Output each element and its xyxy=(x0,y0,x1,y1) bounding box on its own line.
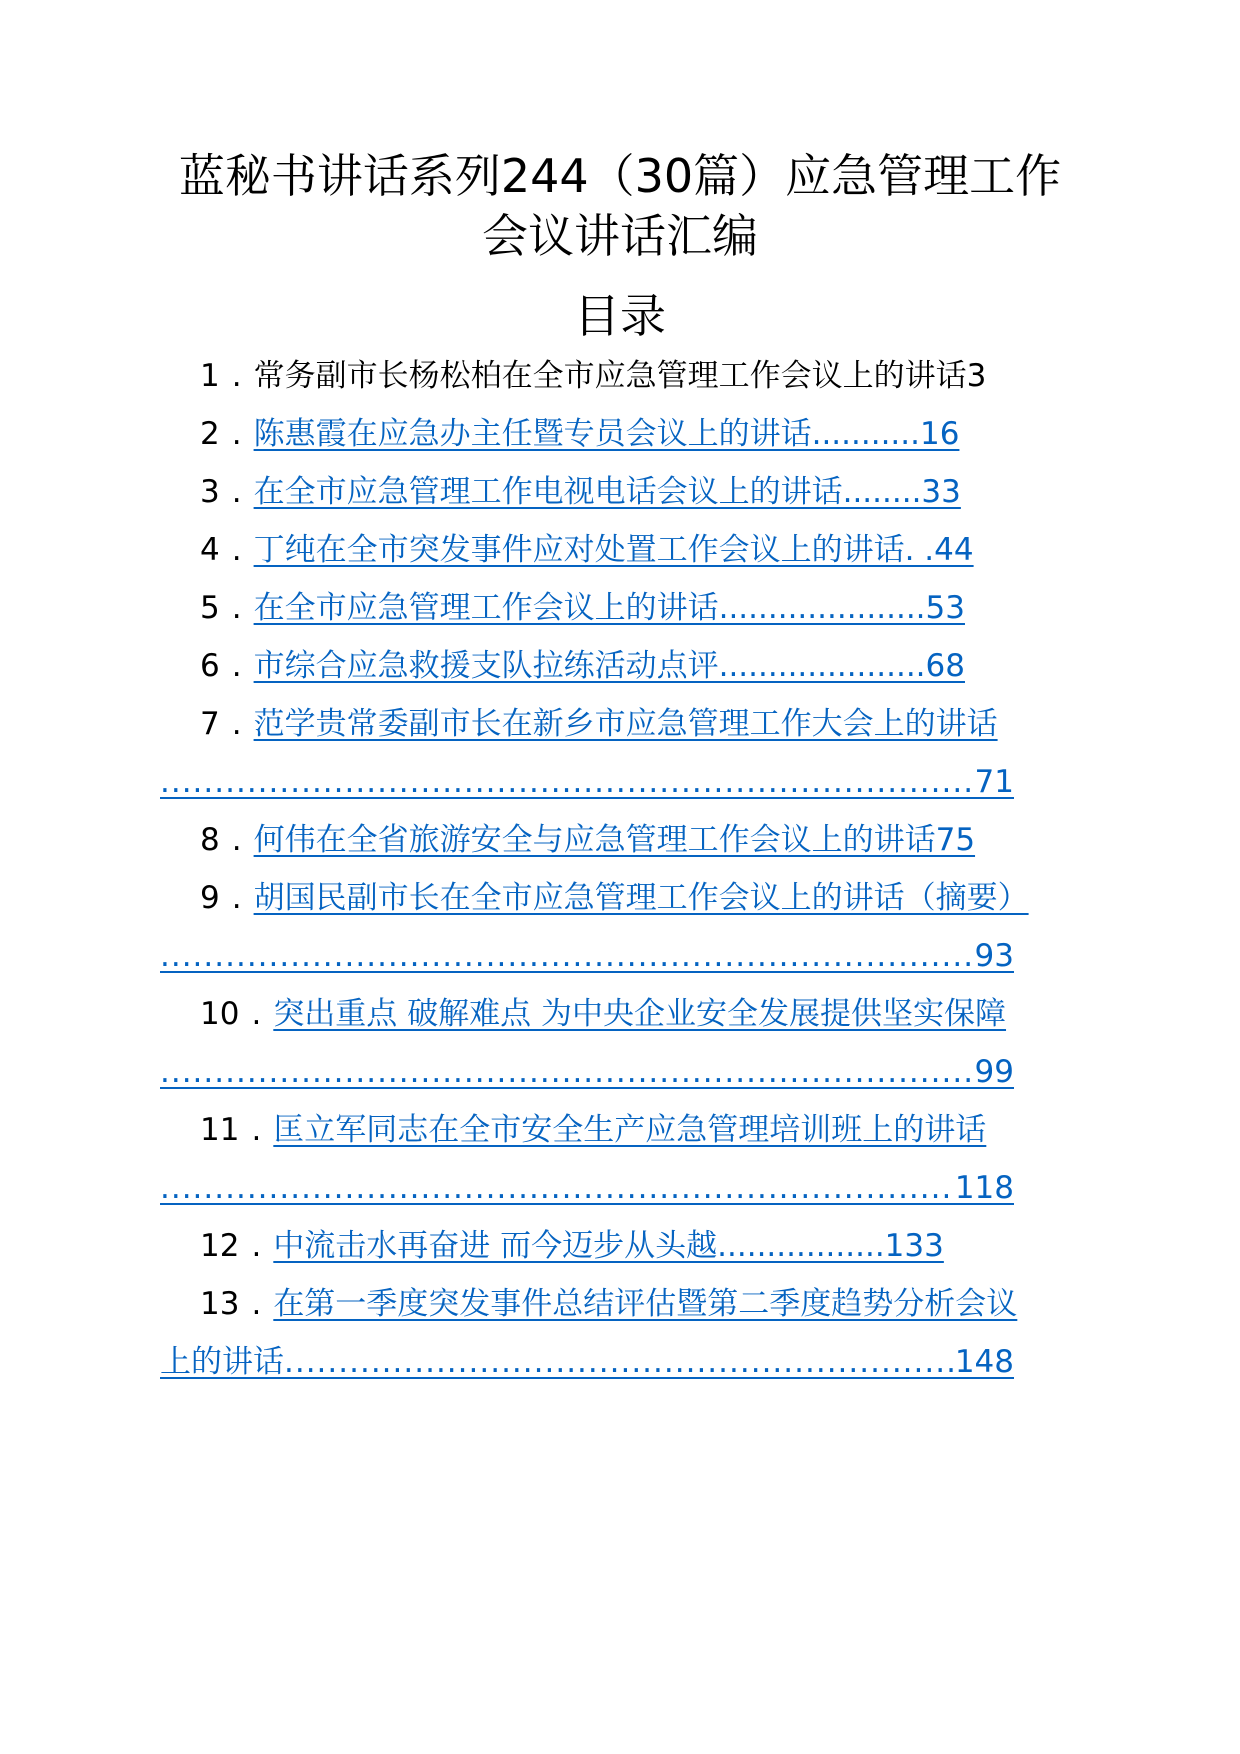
toc-page-number[interactable]: 71 xyxy=(974,764,1014,800)
toc-entry-number: 1 xyxy=(200,358,220,394)
toc-entry-1: 1 . 常务副市长杨松柏在全市应急管理工作会议上的讲话3 xyxy=(200,358,987,394)
dot-leader xyxy=(160,936,975,976)
dot-leader xyxy=(160,1168,955,1208)
toc-entry-number: 3 xyxy=(200,474,220,510)
toc-entry-11: 11 . 匡立军同志在全市安全生产应急管理培训班上的讲话 xyxy=(200,1112,987,1148)
toc-link[interactable]: 突出重点 破解难点 为中央企业安全发展提供坚实保障 xyxy=(273,996,1007,1032)
toc-entry-number: 5 xyxy=(200,590,220,626)
toc-entry-number: 10 xyxy=(200,996,240,1032)
toc-entry-number: 2 xyxy=(200,416,220,452)
toc-entry-13: 13 . 在第一季度突发事件总结评估暨第二季度趋势分析会议 xyxy=(200,1286,1018,1322)
toc-entry-6: 6 . 市综合应急救援支队拉练活动点评.....................68 xyxy=(200,648,965,684)
toc-entry-5: 5 . 在全市应急管理工作会议上的讲话.....................53 xyxy=(200,590,965,626)
toc-link[interactable]: 匡立军同志在全市安全生产应急管理培训班上的讲话 xyxy=(273,1112,987,1148)
toc-page-number[interactable]: 99 xyxy=(974,1054,1014,1090)
toc-link[interactable]: 丁纯在全市突发事件应对处置工作会议上的讲话. .44 xyxy=(253,532,974,568)
toc-entry-3: 3 . 在全市应急管理工作电视电话会议上的讲话........33 xyxy=(200,474,961,510)
toc-link[interactable]: 胡国民副市长在全市应急管理工作会议上的讲话（摘要） xyxy=(253,880,1029,916)
toc-page-number[interactable]: 93 xyxy=(974,938,1014,974)
toc-entry-4: 4 . 丁纯在全市突发事件应对处置工作会议上的讲话. .44 xyxy=(200,532,974,568)
toc-entry-9-page-line[interactable] xyxy=(160,936,1014,976)
toc-entry-7: 7 . 范学贵常委副市长在新乡市应急管理工作大会上的讲话 xyxy=(200,706,998,742)
toc-link[interactable]: 中流击水再奋进 而今迈步从头越.................133 xyxy=(273,1228,944,1264)
toc-entry-number: 12 xyxy=(200,1228,240,1264)
toc-entry-8: 8 . 何伟在全省旅游安全与应急管理工作会议上的讲话75 xyxy=(200,822,976,858)
dot-leader xyxy=(160,762,975,802)
toc-link[interactable]: 市综合应急救援支队拉练活动点评.....................68 xyxy=(253,648,965,684)
toc-entry-13-page-line[interactable] xyxy=(160,1342,1014,1382)
toc-link[interactable]: 何伟在全省旅游安全与应急管理工作会议上的讲话75 xyxy=(253,822,976,858)
toc-heading: 目录 xyxy=(574,289,666,343)
toc-link[interactable]: 在全市应急管理工作电视电话会议上的讲话........33 xyxy=(253,474,961,510)
toc-entry-number: 11 xyxy=(200,1112,240,1148)
toc-link[interactable]: 陈惠霞在应急办主任暨专员会议上的讲话...........16 xyxy=(253,416,960,452)
dot-leader xyxy=(160,1052,975,1092)
toc-entry-10-page-line[interactable] xyxy=(160,1052,1014,1092)
document-title-line-1: 蓝秘书讲话系列244（30篇）应急管理工作 xyxy=(178,149,1062,203)
toc-entry-12: 12 . 中流击水再奋进 而今迈步从头越.................133 xyxy=(200,1228,944,1264)
toc-link[interactable]: 在第一季度突发事件总结评估暨第二季度趋势分析会议 xyxy=(273,1286,1018,1322)
toc-entry-10: 10 . 突出重点 破解难点 为中央企业安全发展提供坚实保障 xyxy=(200,996,1007,1032)
toc-entry-number: 13 xyxy=(200,1286,240,1322)
toc-link-continuation[interactable]: 上的讲话 xyxy=(160,1344,284,1380)
toc-entry-7-page-line[interactable] xyxy=(160,762,1014,802)
document-title-line-2: 会议讲话汇编 xyxy=(482,209,758,263)
toc-entry-11-page-line[interactable] xyxy=(160,1168,1014,1208)
toc-link[interactable]: 在全市应急管理工作会议上的讲话.....................53 xyxy=(253,590,965,626)
toc-link[interactable]: 范学贵常委副市长在新乡市应急管理工作大会上的讲话 xyxy=(253,706,998,742)
dot-leader xyxy=(284,1342,955,1382)
toc-entry-9: 9 . 胡国民副市长在全市应急管理工作会议上的讲话（摘要） xyxy=(200,880,1029,916)
toc-entry-number: 4 xyxy=(200,532,220,568)
toc-entry-number: 8 xyxy=(200,822,220,858)
toc-page-number[interactable]: 148 xyxy=(954,1344,1014,1380)
toc-entry-text: 常务副市长杨松柏在全市应急管理工作会议上的讲话3 xyxy=(253,358,987,394)
toc-entry-2: 2 . 陈惠霞在应急办主任暨专员会议上的讲话...........16 xyxy=(200,416,960,452)
toc-entry-number: 7 xyxy=(200,706,220,742)
toc-entry-number: 6 xyxy=(200,648,220,684)
toc-entry-number: 9 xyxy=(200,880,220,916)
toc-page-number[interactable]: 118 xyxy=(954,1170,1014,1206)
